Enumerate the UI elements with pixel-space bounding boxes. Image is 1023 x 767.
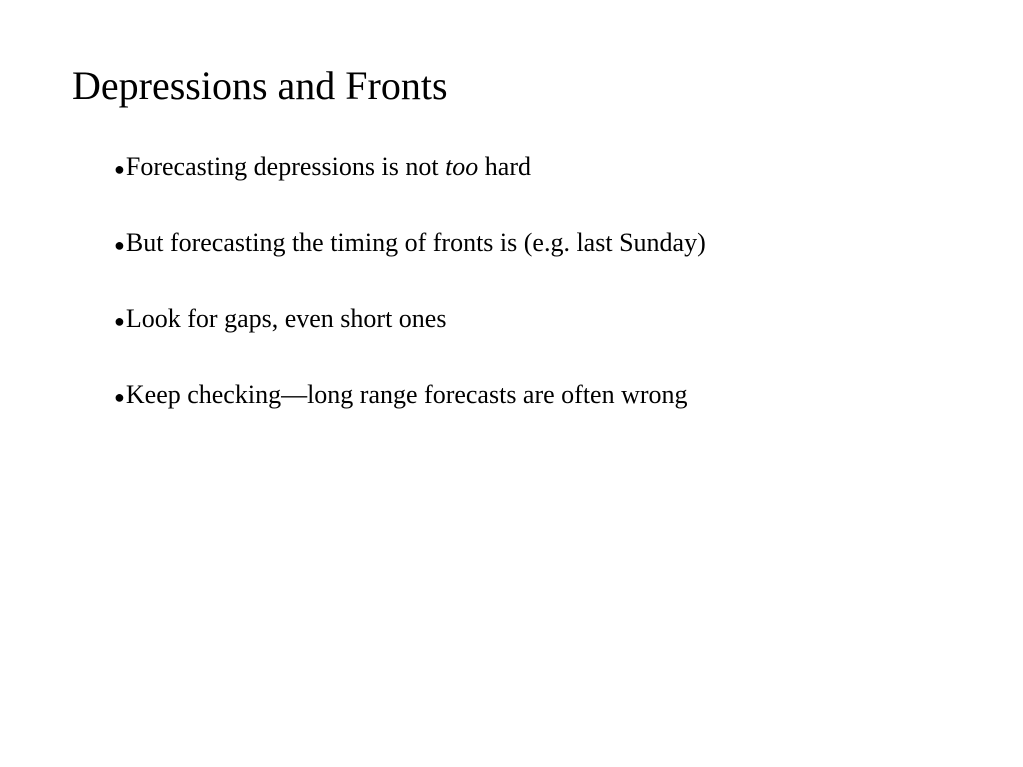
bullet-text: Look for gaps, even short ones [125, 304, 447, 333]
bullet-dot-icon: ● [114, 159, 125, 179]
bullet-text: But forecasting the timing of fronts is (e.g. last Sunday) [125, 228, 706, 257]
bullet-item-timing-of-fronts [114, 226, 706, 302]
bullet-item-keep-checking [114, 378, 706, 454]
bullet-text-start: Forecasting depressions is not [125, 152, 446, 181]
bullet-text-end: hard [478, 152, 531, 181]
bullet-list [114, 150, 706, 454]
bullet-text: Keep checking—long range forecasts are often wrong [125, 380, 688, 409]
bullet-dot-icon: ● [114, 311, 125, 331]
bullet-item-forecasting-depressions [114, 150, 706, 226]
bullet-item-look-for-gaps [114, 302, 706, 378]
slide-title: Depressions and Fronts [72, 63, 448, 108]
bullet-dot-icon: ● [114, 387, 125, 407]
bullet-dot-icon: ● [114, 235, 125, 255]
bullet-text-emphasis: too [445, 152, 479, 181]
